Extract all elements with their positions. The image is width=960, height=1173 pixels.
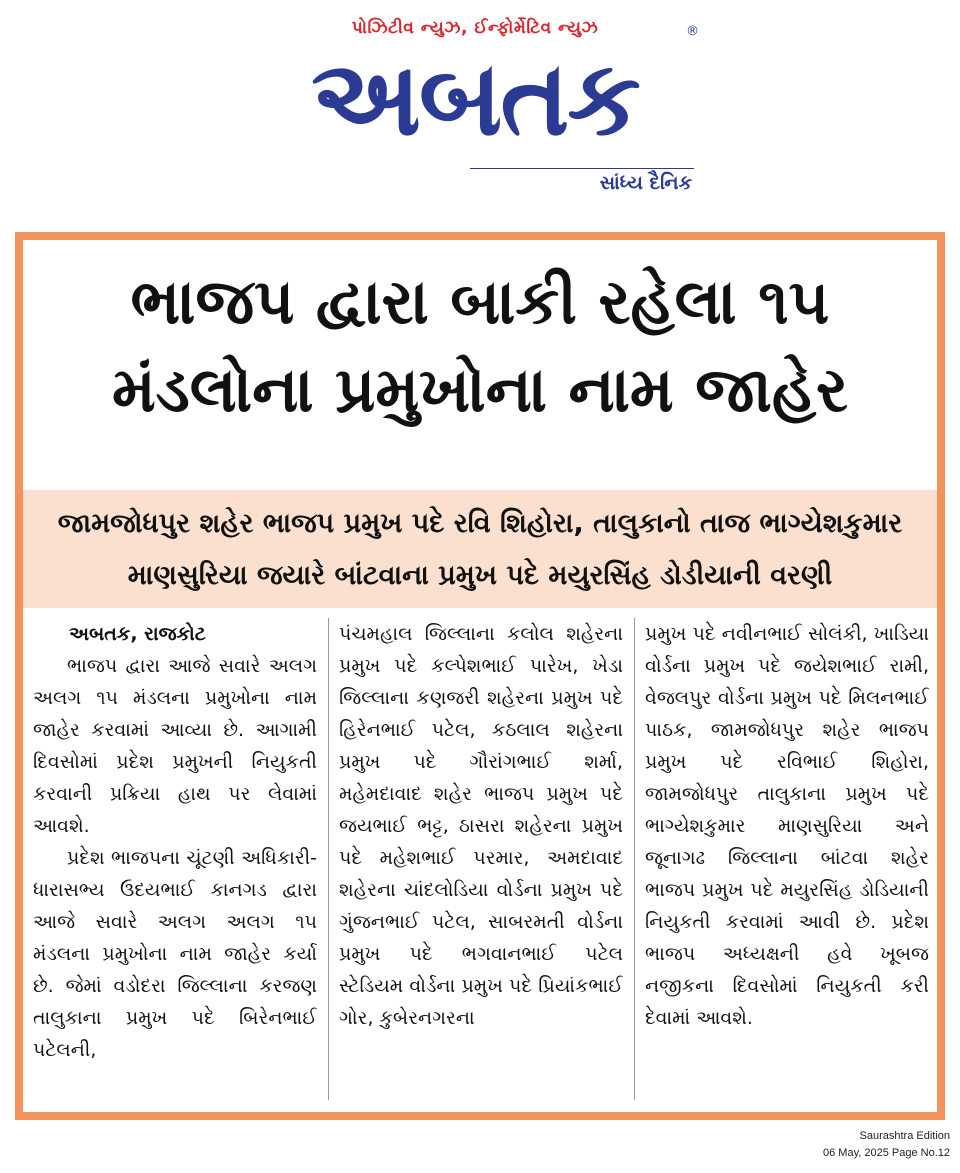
article-subhead bbox=[23, 498, 937, 602]
article-dateline: અબતક, રાજકોટ bbox=[69, 623, 206, 645]
column-divider bbox=[634, 618, 635, 1100]
subhead-band bbox=[23, 490, 937, 608]
article-column-2 bbox=[339, 618, 623, 1108]
masthead-tagline: પોઝિટીવ ન્યુઝ, ઈન્ફોર્મેટિવ ન્યુઝ bbox=[351, 18, 599, 38]
headline-line-2: મંડલોના પ્રમુખોના નામ જાહેર bbox=[111, 353, 849, 426]
article-paragraph-4: પ્રમુખ પદે નવીનભાઈ સોલંકી, ખાડિયા વોર્ડના પ્રમુખ પદે જયેશભાઈ રામી, વેજલપુર વોર્ડના પ્રમુખ પદે મિલનભાઈ પાઠક, જામજોધપુર શહેર ભાજપ પ્રમુખ પદે રવિભાઈ શિહોરા, જામજોધપુર તાલુકાના પ્રમુખ પદે ભાગ્યેશકુમાર માણસુરિયા અને જૂનાગઢ જિલ્લાના બાંટવા શહેર ભાજપ પ્રમુખ પદે મયુરસિંહ ડોડિયાની નિયુકતી કરવામાં આવી છે. પ્રદેશ ભાજપ અધ્યક્ષની હવે ખૂબજ નજીકના દિવસોમાં નિયુકતી કરી દેવામાં આવશે. bbox=[645, 623, 929, 1029]
masthead bbox=[0, 0, 960, 215]
article-column-3 bbox=[645, 618, 929, 1108]
subhead-line-2: માણસુરિયા જયારે બાંટવાના પ્રમુખ પદે મયુરસિંહ ડોડીયાની વરણી bbox=[127, 560, 833, 591]
article-paragraph-2: પ્રદેશ ભાજપના ચૂંટણી અધિકારી-ધારાસભ્ય ઉદયભાઈ કાનગડ દ્વારા આજે સવારે અલગ અલગ ૧૫ મંડલના પ્રમુખોના નામ જાહેર કર્યા છે. જેમાં વડોદરા જિલ્લાના કરજણ તાલુકાના પ્રમુખ પદે બિરેનભાઈ પટેલની, bbox=[33, 847, 317, 1061]
subhead-line-1: જામજોધપુર શહેર ભાજપ પ્રમુખ પદે રવિ શિહોરા, તાલુકાનો તાજ ભાગ્યેશકુમાર bbox=[57, 508, 903, 539]
headline-line-1: ભાજપ દ્વારા બાકી રહેલા ૧૫ bbox=[130, 265, 830, 338]
edition-date-page: 06 May, 2025 Page No.12 bbox=[823, 1147, 950, 1159]
article-paragraph-1: ભાજપ દ્વારા આજે સવારે અલગ અલગ ૧૫ મંડલના પ્રમુખોના નામ જાહેર કરવામાં આવ્યા છે. આગામી દિવસોમાં પ્રદેશ પ્રમુખની નિયુકતી કરવાની પ્રક્રિયા હાથ પર લેવામાં આવશે. bbox=[33, 655, 317, 837]
registered-mark: ® bbox=[686, 24, 699, 39]
masthead-subtitle: સાંધ્ય દૈનિક bbox=[599, 172, 692, 194]
logo-divider bbox=[470, 168, 694, 169]
edition-info bbox=[823, 1128, 950, 1162]
article-frame bbox=[15, 232, 945, 1120]
article-column-1 bbox=[33, 618, 317, 1108]
column-divider bbox=[328, 618, 329, 1100]
article-headline bbox=[23, 258, 937, 434]
newspaper-logo: અબતક bbox=[311, 37, 639, 159]
article-paragraph-3: પંચમહાલ જિલ્લાના કલોલ શહેરના પ્રમુખ પદે કલ્પેશભાઈ પારેખ, ખેડા જિલ્લાના કણજરી શહેરના પ્રમુખ પદે હિરેનભાઈ પટેલ, કઠલાલ શહેરના પ્રમુખ પદે ગૌરાંગભાઈ શર્મા, મહેમદાવાદ શહેર ભાજપ પ્રમુખ પદે જયભાઈ ભટ્ટ, ઠાસરા શહેરના પ્રમુખ પદે મહેશભાઈ પરમાર, અમદાવાદ શહેરના ચાંદલોડિયા વોર્ડના પ્રમુખ પદે ગુંજનભાઈ પટેલ, સાબરમતી વોર્ડના પ્રમુખ પદે ભગવાનભાઈ પટેલ સ્ટેડિયમ વોર્ડના પ્રમુખ પદે પ્રિયાંકભાઈ ગોર, કુબેરનગરના bbox=[339, 623, 623, 1029]
edition-name: Saurashtra Edition bbox=[859, 1130, 950, 1142]
article-body bbox=[33, 618, 929, 1108]
